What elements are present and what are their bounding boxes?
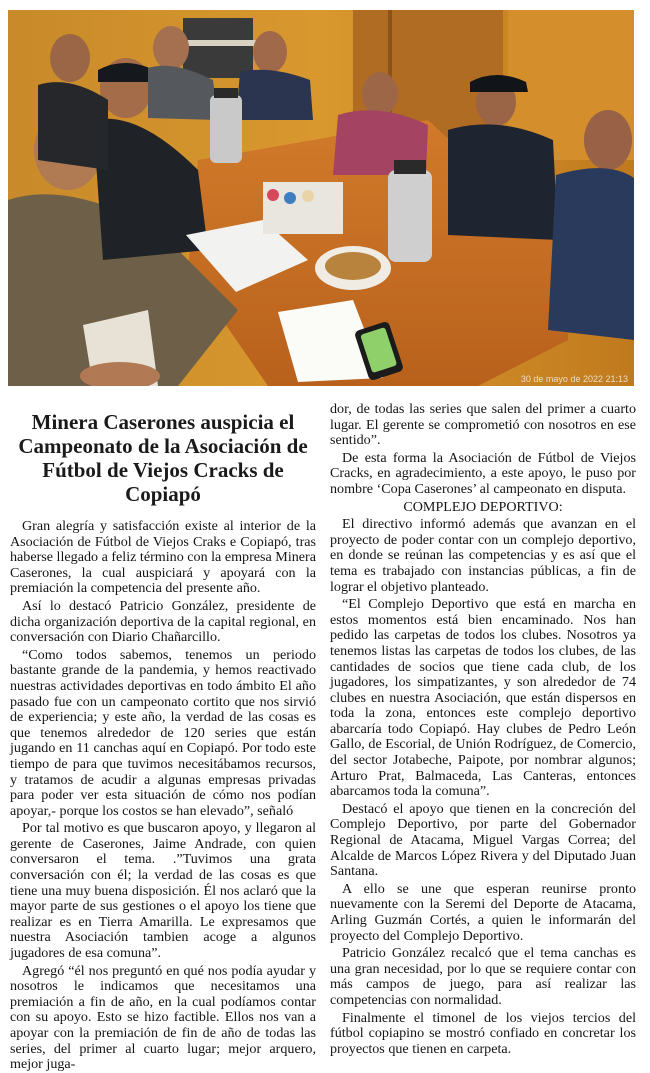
article-paragraph: Patricio González recalcó que el tema canchas es una gran necesidad, por lo que se requiere contar con más campos de juego, para así realizar las competencias con normalidad. xyxy=(330,945,636,1008)
article-paragraph: Destacó el apoyo que tienen en la concreción del Complejo Deportivo, por parte del Gobernador Regional de Atacama, Miguel Vargas Correa; del Alcalde de Marcos López Rivera y del Diputado Juan Santana. xyxy=(330,800,636,880)
article-paragraph: Finalmente el timonel de los viejos tercios del fútbol copiapino se mostró confiado en concretar los proyectos que tienen en carpeta. xyxy=(330,1009,636,1057)
article-paragraph: Agregó “él nos preguntó en qué nos podía ayudar y nosotros le indicamos que necesitamos una premiación a fin de año, en la cual podíamos contar con su apoyo. Esto se hizo factible. Ellos nos van a apoyar con la premiación de fin de año de todas las series, del primer al cuarto lugar; mejor arquero, mejor juga- xyxy=(10,962,316,1073)
article-paragraph: “Como todos sabemos, tenemos un periodo bastante grande de la pandemia, y hemos reactivado nuestras actividades deportivas en todo ámbito El año pasado fue con un campeonato cortito que nos sirvió de experiencia; y este año, la verdad de las cosas es que tenemos alrededor de 120 series que están jugando en 11 canchas aquí en Copiapó. Por todo este tiempo de para que tuvimos necesitábamos recursos, y tratamos de acudir a algunas empresas privadas para poder ver esta situación de cómo nos podían apoyar,- porque los costos se han elevado”, señaló xyxy=(10,646,316,819)
article-paragraph: Así lo destacó Patricio González, presidente de dicha organización deportiva de la capital regional, en conversación con Diario Chañarcillo. xyxy=(10,597,316,646)
article-right-column xyxy=(330,402,636,1057)
article-paragraph-continuation: dor, de todas las series que salen del primer a cuarto lugar. El gerente se comprometió con nosotros en ese sentido”. xyxy=(330,401,636,449)
article-paragraph: De esta forma la Asociación de Fútbol de Viejos Cracks, en agradecimiento, a este apoyo, le puso por nombre ‘Copa Caserones’ al campeonato en disputa. xyxy=(330,449,636,497)
article-photo xyxy=(8,10,634,386)
meeting-photo-illustration xyxy=(8,10,634,386)
article-paragraph: “El Complejo Deportivo que está en marcha en estos momentos está bien encaminado. Nos han pedido las carpetas de todos los clubes. Nosotros ya tenemos listas las carpetas de todos los clubes, de las cantidades de socios que tiene cada club, de los jugadores, los simpatizantes, y son alrededor de 74 clubes en nuestra Asociación, que están dispersos en toda la zona, entonces este complejo deportivo abarcaría todo Copiapó. Hay clubes de Pedro León Gallo, de Escorial, de Unión Rodríguez, de Comercio, del sector Jotabeche, Paipote, por nombrar algunos; Arturo Prat, Balmaceda, Las Canteras, entonces abarcamos toda la comuna”. xyxy=(330,596,636,800)
section-subhead: COMPLEJO DEPORTIVO: xyxy=(403,498,563,515)
article-headline: Minera Caserones auspicia el Campeonato de la Asociación de Fútbol de Viejos Cracks de Copiapó xyxy=(18,410,308,506)
photo-timestamp: 30 de mayo de 2022 21:13 xyxy=(520,374,628,384)
article-paragraph: Gran alegría y satisfacción existe al interior de la Asociación de Fútbol de Viejos Craks e Copiapó, tras haberse llegado a feliz término con la empresa Minera Caserones, la cual auspiciará y apoyará con la premiación la competencia del presente año. xyxy=(10,518,317,597)
article-paragraph: Por tal motivo es que buscaron apoyo, y llegaron al gerente de Caserones, Jaime Andrade, con quien conversaron el tema. .”Tuvimos una grata conversación con él; la verdad de las cosas es que tiene una muy buena disposición. Él nos aclaró que la mayor parte de sus gestiones o el apoyo los tiene que realizar es en Tierra Amarilla. Le expresamos que nuestra Asociación tambien acoge a algunos jugadores de esa comuna”. xyxy=(10,820,316,962)
article-paragraph: El directivo informó además que avanzan en el proyecto de poder contar con un complejo deportivo, en donde se reúnan las competencias y es así que el tema es trabajado con instancias públicas, a fin de lograr el objetivo planteado. xyxy=(330,516,636,595)
article-left-column xyxy=(10,404,316,1073)
article-paragraph: A ello se une que esperan reunirse pronto nuevamente con la Seremi del Deporte de Atacama, Arling Guzmán Cortés, a quien le informarán del proyecto del Complejo Deportivo. xyxy=(330,880,636,944)
